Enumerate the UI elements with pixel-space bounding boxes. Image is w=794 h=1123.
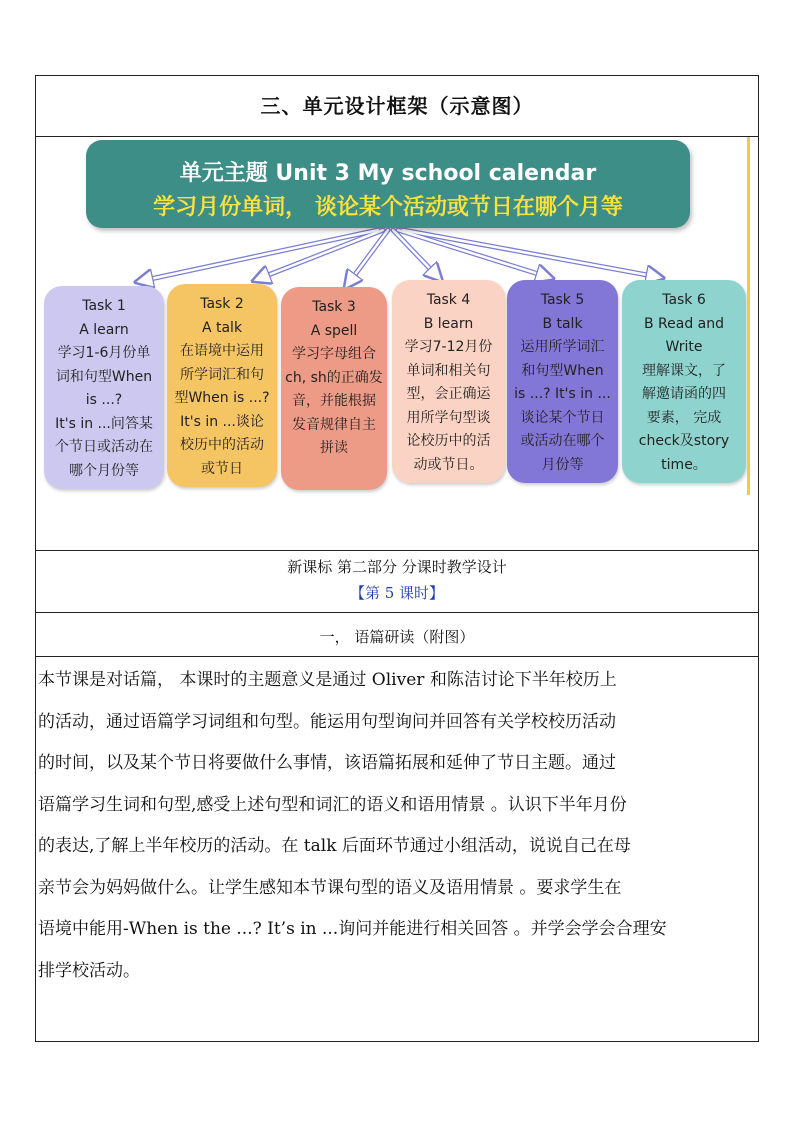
task-line: is ...? It's in ... xyxy=(514,386,611,402)
task-line: 月份等 xyxy=(541,456,584,473)
document-frame xyxy=(35,75,759,1042)
task-card-5 xyxy=(507,280,618,483)
task-line: 拼读 xyxy=(320,440,348,456)
divider xyxy=(36,656,758,657)
paragraph-line: 语境中能用-When is the ...? It’s in ...询问并能进行相关回答 。并学会学会合理安 xyxy=(38,919,667,939)
task-card-4 xyxy=(392,280,505,483)
task-line: 解邀请函的四 xyxy=(642,386,726,402)
banner-subtitle: 学习月份单词， 谈论某个活动或节日在哪个月等 xyxy=(153,195,623,220)
task-line: 个节日或活动在 xyxy=(55,439,153,455)
task-line: 单词和相关句 xyxy=(406,362,491,379)
task-line: B learn xyxy=(423,315,474,332)
task-line: 或活动在哪个 xyxy=(520,433,605,449)
task-line: 发音规律自主 xyxy=(292,416,376,433)
task-line: B Read and xyxy=(643,315,725,332)
task-line: 型When is ...? xyxy=(174,390,270,406)
task-line: 理解课文，了 xyxy=(642,362,726,379)
paragraph-line: 的活动，通过语篇学习词组和句型。能运用句型询问并回答有关学校校历活动 xyxy=(38,711,616,732)
task-line: Write xyxy=(665,339,703,355)
decorative-edge xyxy=(747,137,750,495)
task-line: 音，并能根据 xyxy=(292,393,376,409)
task-line: 论校历中的活 xyxy=(406,433,491,449)
task-line: 动或节日。 xyxy=(413,456,484,473)
task-line: Task 6 xyxy=(662,292,706,308)
paragraph-line: 排学校活动。 xyxy=(38,960,140,981)
task-line: 运用所学词汇 xyxy=(520,339,605,355)
divider xyxy=(36,612,758,613)
task-line: 学习1-6月份单 xyxy=(57,345,151,361)
task-line: Task 4 xyxy=(426,292,471,308)
paragraph-line: 的表达,了解上半年校历的活动。在 talk 后面环节通过小组活动，说说自己在母 xyxy=(38,836,631,856)
standard-line: 新课标 第二部分 分课时教学设计 xyxy=(287,558,507,576)
task-line: 要素， 完成 xyxy=(646,409,722,426)
paragraph-line: 语篇学习生词和句型,感受上述句型和词汇的语义和语用情景 。认识下半年月份 xyxy=(38,794,627,815)
analysis-paragraph xyxy=(38,660,754,992)
section-heading: 三、单元设计框架（示意图） xyxy=(260,94,534,118)
paragraph-line: 的时间，以及某个节日将要做什么事情，该语篇拓展和延伸了节日主题。通过 xyxy=(38,753,616,773)
task-line: 学习字母组合 xyxy=(292,346,376,362)
task-line: 在语境中运用 xyxy=(180,343,264,359)
task-line: A learn xyxy=(79,321,129,338)
task-line: 型，会正确运 xyxy=(406,386,491,402)
task-line: Task 5 xyxy=(540,292,585,308)
task-line: is ...? xyxy=(85,392,123,408)
task-card-2 xyxy=(167,284,277,487)
task-line: 谈论某个节日 xyxy=(520,409,605,426)
part-heading: 一， 语篇研读（附图） xyxy=(319,628,475,646)
paragraph-line: 亲节会为妈妈做什么。让学生感知本节课句型的语义及语用情景 。要求学生在 xyxy=(38,877,622,898)
task-line: A spell xyxy=(310,322,358,339)
task-line: 用所学句型谈 xyxy=(406,409,491,426)
task-line: 词和句型When xyxy=(55,368,153,385)
task-line: Task 2 xyxy=(200,296,244,312)
task-line: It's in ...问答某 xyxy=(55,415,153,432)
task-line: 所学词汇和句 xyxy=(180,366,264,383)
task-card-3 xyxy=(281,287,387,490)
task-line: ch, sh的正确发 xyxy=(285,369,383,386)
unit-theme-banner xyxy=(86,140,690,228)
banner-title: 单元主题 Unit 3 My school calendar xyxy=(179,161,597,186)
divider xyxy=(36,550,758,551)
task-card-6 xyxy=(622,280,746,483)
task-line: Task 3 xyxy=(312,299,356,315)
task-line: 哪个月份等 xyxy=(69,462,139,479)
paragraph-line: 本节课是对话篇， 本课时的主题意义是通过 Oliver 和陈洁讨论下半年校历上 xyxy=(38,670,617,690)
task-line: time。 xyxy=(661,456,707,473)
task-line: 校历中的活动 xyxy=(180,437,264,453)
task-line: A talk xyxy=(201,319,243,336)
task-line: B talk xyxy=(542,315,583,332)
unit-framework-diagram xyxy=(38,137,754,495)
task-line: It's in ...谈论 xyxy=(180,413,264,430)
task-line: 学习7-12月份 xyxy=(404,339,493,355)
task-line: 和句型When xyxy=(521,362,604,379)
lesson-line: 【第 5 课时】 xyxy=(349,584,445,602)
task-card-1 xyxy=(44,286,164,489)
task-line: 或节日 xyxy=(201,460,243,477)
task-line: Task 1 xyxy=(82,298,126,314)
task-line: check及story xyxy=(638,433,730,449)
